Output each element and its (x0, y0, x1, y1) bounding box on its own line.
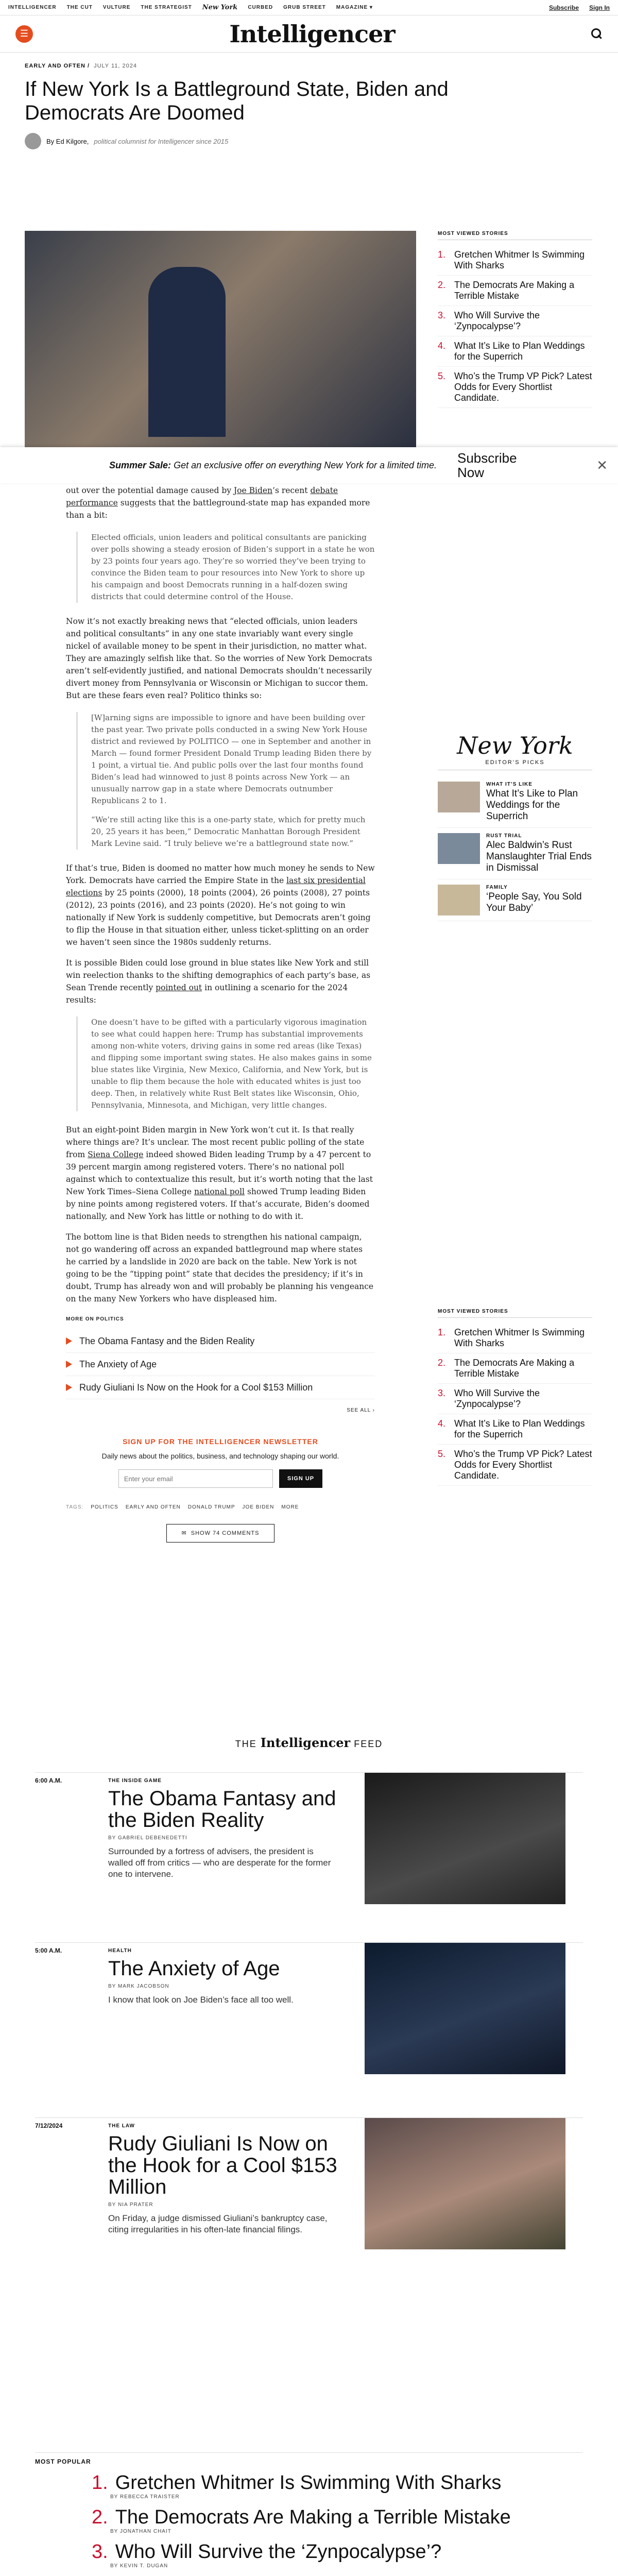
site-logo[interactable]: Intelligencer (229, 20, 395, 48)
item-headline: The Democrats Are Making a Terrible Mistake (115, 2506, 511, 2528)
thumbnail-image (438, 782, 480, 812)
editors-pick-item[interactable] (438, 776, 592, 828)
nav-magazine[interactable] (336, 5, 373, 10)
more-on-politics (66, 1313, 375, 1417)
block-quote (76, 1016, 375, 1111)
subscription-banner (0, 447, 618, 483)
article-rubric: EARLY AND OFTEN / JULY 11, 2024 (25, 63, 138, 69)
feed-headline: Rudy Giuliani Is Now on the Hook for a Cool $153 Million (108, 2132, 337, 2198)
link-siena-college[interactable]: Siena College (88, 1150, 144, 1159)
body-paragraph: Now it’s not exactly breaking news that “elected officials, union leaders and political consultants” in any one state invariably want every single nickel of available money to be spent in their jurisdiction, no matter what. They are amazingly selfish like that. So the worries of New York Democrats aren’t self-evidently justified, and national Democrats shouldn’t necessarily divert money from Pennsylvania or Wisconsin or Michigan to succor them. But are these fears even real? Politico thinks so: (66, 617, 372, 700)
menu-button[interactable] (15, 25, 33, 43)
body-paragraph: out over the potential damage caused by Joe Biden’s recent debate performance suggests that the battleground-state map has expanded more than a bit: (66, 486, 370, 520)
most-viewed-item[interactable] (438, 1445, 592, 1486)
most-viewed-item[interactable] (438, 336, 592, 367)
feed-byline: BY GABRIEL DEBENEDETTI (108, 1835, 187, 1841)
item-number: 3. (92, 2541, 108, 2563)
feed-byline: BY NIA PRATER (108, 2202, 153, 2208)
thumbnail-image (438, 885, 480, 916)
thumbnail-image (438, 833, 480, 864)
most-viewed-sidebar (438, 231, 592, 408)
body-paragraph: It is possible Biden could lose ground in blue states like New York and still win reelection thanks to the shifting demographics of each party’s base, as Sean Trende recently pointed out in outlining a scenario for the 2024 results: (66, 958, 371, 1005)
item-number: 2. (438, 1358, 446, 1368)
more-on-item[interactable] (66, 1376, 375, 1399)
item-number: 4. (438, 341, 446, 351)
pick-headline: Alec Baldwin’s Rust Manslaughter Trial Ends in Dismissal (486, 840, 592, 873)
item-headline: Gretchen Whitmer Is Swimming With Sharks (115, 2472, 502, 2494)
comment-icon: ✉ (181, 1530, 187, 1536)
feed-image (365, 2118, 565, 2249)
newsletter-desc: Daily news about the politics, business, and technology shaping our world. (101, 1452, 339, 1460)
feed-the: THE (235, 1739, 257, 1749)
feed-title (0, 1735, 618, 1750)
author-avatar (25, 133, 41, 149)
most-viewed-item[interactable] (438, 367, 592, 408)
feed-time: 7/12/2024 (35, 2122, 63, 2129)
feed-rubric: THE INSIDE GAME (108, 1778, 162, 1784)
play-icon (66, 1384, 72, 1391)
nav-grub-street[interactable]: GRUB STREET (283, 5, 326, 10)
link-last-six-elections[interactable]: last six presidential elections (66, 876, 366, 897)
link-pointed-out[interactable]: pointed out (156, 983, 202, 992)
most-popular-item[interactable] (92, 2472, 583, 2500)
most-viewed-title: MOST VIEWED STORIES (438, 231, 592, 240)
quote-text: One doesn’t have to be gifted with a particularly vigorous imagination to see what could happen here: Trump has substantial improvements among non-white voters, driving gains in some red areas (like Texas) and flipping some important swing states. He also makes gains in some blue states like Virginia, New Mexico, California, and New York, but is unable to flip them because the hole with educated whites is just too deep. Then, in relatively white Rust Belt states like Wisconsin, Ohio, Pennsylvania, Minnesota, and Michigan, very little changes. (91, 1018, 372, 1110)
hamburger-icon: ☰ (20, 28, 29, 39)
item-number: 1. (438, 249, 446, 260)
promo-text: Get an exclusive offer on everything New York for a limited time. (174, 460, 437, 470)
newsletter-form (66, 1469, 375, 1488)
article-date: JULY 11, 2024 (94, 63, 138, 69)
tag-link[interactable]: EARLY AND OFTEN (125, 1504, 181, 1510)
signin-link[interactable]: Sign In (589, 4, 610, 11)
site-header (0, 15, 618, 53)
nav-nymag[interactable]: New York (202, 4, 238, 11)
nav-curbed[interactable]: CURBED (248, 5, 273, 10)
see-all-link[interactable] (66, 1404, 375, 1417)
item-byline: BY REBECCA TRAISTER (110, 2494, 180, 2500)
signup-button[interactable]: SIGN UP (279, 1469, 322, 1488)
article-headline: If New York Is a Battleground State, Biden and Democrats Are Doomed (25, 78, 449, 124)
more-on-item[interactable] (66, 1353, 375, 1376)
editors-pick-item[interactable] (438, 879, 592, 921)
close-icon[interactable]: ✕ (596, 457, 608, 473)
play-icon (66, 1361, 72, 1368)
feed-time: 6:00 A.M. (35, 1777, 62, 1784)
author-role: political columnist for Intelligencer since 2015 (94, 137, 229, 145)
item-headline: The Democrats Are Making a Terrible Mistake (454, 280, 575, 301)
tag-link[interactable]: POLITICS (91, 1504, 118, 1510)
item-number: 3. (438, 1388, 446, 1398)
article-header (0, 53, 618, 149)
most-viewed-title: MOST VIEWED STORIES (438, 1309, 592, 1318)
nav-the-strategist[interactable]: THE STRATEGIST (141, 5, 192, 10)
item-byline: BY KEVIN T. DUGAN (110, 2563, 168, 2569)
most-viewed-item[interactable] (438, 276, 592, 306)
feed-image (365, 1943, 565, 2074)
arrow-right-icon: › (372, 1408, 375, 1413)
body-paragraph: If that’s true, Biden is doomed no matter how much money he sends to New York. Democrats have carried the Empire State in the last six presidential elections by 25 points (2000), 18 points (2004), 26 points (2008), 27 points (2012), 23 points (2016), and 23 points (2020). He’s not going to win nationally if New York is suddenly competitive, but Democrats aren’t going to flip the House in that situation either, unless ticket-splitting on an order we haven’t seen since the 1980s suddenly returns. (66, 863, 375, 947)
link-debate-performance[interactable]: debate performance (66, 486, 338, 507)
pick-headline: ‘People Say, You Sold Your Baby’ (486, 891, 582, 913)
tag-link[interactable]: JOE BIDEN (242, 1504, 274, 1510)
rubric-label[interactable]: EARLY AND OFTEN (25, 63, 85, 69)
most-viewed-item[interactable] (438, 245, 592, 276)
most-viewed-item[interactable] (438, 1353, 592, 1384)
item-headline: Gretchen Whitmer Is Swimming With Sharks (454, 249, 585, 270)
item-number: 5. (438, 1449, 446, 1459)
most-viewed-item[interactable] (438, 1384, 592, 1414)
most-viewed-item[interactable] (438, 1323, 592, 1353)
item-number: 5. (438, 371, 446, 381)
editors-pick-item[interactable] (438, 828, 592, 879)
feed-dek: On Friday, a judge dismissed Giuliani’s bankruptcy case, citing irregularities in his often-late financial filings. (108, 2213, 328, 2234)
most-popular-title: MOST POPULAR (35, 2458, 91, 2465)
more-on-headline: The Obama Fantasy and the Biden Reality (79, 1336, 255, 1346)
feed-byline: BY MARK JACOBSON (108, 1984, 169, 1989)
site-links (8, 4, 549, 11)
item-number: 2. (438, 280, 446, 290)
body-paragraph: The bottom line is that Biden needs to strengthen his national campaign, not go wandering off across an expanded battleground map where states he carried by a landslide in 2020 are back on the table. New York is not going to be the “tipping point” state that decides the presidency; if it’s in doubt, Trump has already won and will probably be planning his vengeance on the many New Yorkers who have displeased him. (66, 1232, 374, 1303)
item-headline: What It’s Like to Plan Weddings for the Superrich (454, 1418, 585, 1439)
tags-row (66, 1501, 375, 1514)
feed-rubric: THE LAW (108, 2123, 135, 2129)
most-viewed-item[interactable] (438, 1414, 592, 1445)
see-all-label: SEE ALL (347, 1408, 371, 1413)
quote-text: [W]arning signs are impossible to ignore and have been building over the past year. Two private polls conducted in a swing New York House district and reviewed by POLITICO — one in September and another in March — found former President Donald Trump leading Biden there by 1 point, a virtual tie. And public polls over the last four months found Biden’s lead had winnowed to just 8 points across New York — an unusually narrow gap in a state where Democrats outnumber Republicans 2 to 1. (91, 713, 372, 805)
feed-dek: Surrounded by a fortress of advisers, the president is walled off from critics — who are desperate for the former one to intervene. (108, 1846, 331, 1879)
feed-rubric: HEALTH (108, 1948, 132, 1954)
hero-image (25, 231, 416, 447)
feed-headline: The Anxiety of Age (108, 1957, 280, 1980)
most-viewed-sidebar-2 (438, 1309, 592, 1486)
promo-message (109, 460, 437, 471)
nav-intelligencer[interactable]: INTELLIGENCER (8, 5, 57, 10)
nav-vulture[interactable]: VULTURE (102, 5, 131, 10)
article-body (66, 484, 375, 1543)
feed-logo: Intelligencer (260, 1735, 351, 1750)
comments-label: SHOW 74 COMMENTS (191, 1530, 260, 1536)
tag-link[interactable]: DONALD TRUMP (187, 1504, 235, 1510)
newsletter-title: SIGN UP FOR THE INTELLIGENCER NEWSLETTER (123, 1437, 318, 1446)
pick-rubric: RUST TRIAL (486, 833, 522, 839)
pick-rubric: FAMILY (486, 885, 508, 890)
show-comments-button[interactable] (166, 1524, 274, 1543)
feed-time: 5:00 A.M. (35, 1947, 62, 1954)
item-headline: Who Will Survive the ‘Zynpocalypse’? (115, 2541, 442, 2563)
feed-headline: The Obama Fantasy and the Biden Reality (108, 1787, 336, 1832)
most-popular (35, 2452, 583, 2576)
nav-the-cut[interactable]: THE CUT (66, 5, 93, 10)
feed-dek: I know that look on Joe Biden’s face all too well. (108, 1995, 294, 2005)
more-on-headline: The Anxiety of Age (79, 1359, 157, 1369)
quote-text: Elected officials, union leaders and political consultants are panicking over polls showing a steady erosion of Biden’s support in a state he won by 23 points four years ago. They’re so worried they’ve been trying to convince the Biden team to pour resources into New York to shore up his campaign and boost Democrats running in a half-dozen swing districts that could determine control of the House. (91, 533, 375, 601)
tags-label: TAGS: (66, 1504, 84, 1510)
item-headline: Who’s the Trump VP Pick? Latest Odds for Every Shortlist Candidate. (454, 371, 592, 403)
link-national-poll[interactable]: national poll (194, 1187, 245, 1196)
newsletter-signup (66, 1435, 375, 1488)
item-headline: Who Will Survive the ‘Zynpocalypse’? (454, 310, 540, 331)
promo-bold: Summer Sale: (109, 460, 171, 470)
author-name[interactable]: By Ed Kilgore, (46, 137, 89, 145)
item-headline: Gretchen Whitmer Is Swimming With Sharks (454, 1327, 585, 1348)
item-headline: The Democrats Are Making a Terrible Mistake (454, 1358, 575, 1379)
item-number: 1. (438, 1327, 446, 1337)
more-on-headline: Rudy Giuliani Is Now on the Hook for a Cool $153 Million (79, 1382, 313, 1393)
block-quote (76, 712, 375, 850)
pick-headline: What It’s Like to Plan Weddings for the Superrich (486, 788, 578, 822)
pick-rubric: WHAT IT’S LIKE (486, 782, 533, 787)
chevron-down-icon: ▾ (369, 5, 373, 10)
email-input[interactable] (118, 1469, 273, 1488)
item-number: 2. (92, 2506, 108, 2528)
promo-subscribe-button[interactable]: Subscribe Now (457, 450, 517, 480)
nymag-logo: New York (457, 732, 573, 759)
nav-magazine-label: MAGAZINE (336, 5, 368, 10)
editors-picks (438, 732, 592, 921)
top-nav (0, 0, 618, 15)
link-joe-biden[interactable]: Joe Biden (233, 486, 273, 495)
feed-item[interactable] (35, 2117, 583, 2272)
block-quote (76, 532, 375, 603)
search-icon[interactable] (591, 28, 603, 40)
byline (25, 133, 593, 149)
feed-item[interactable] (35, 1942, 583, 2097)
item-number: 4. (438, 1418, 446, 1429)
item-number: 3. (438, 310, 446, 320)
most-popular-item[interactable] (92, 2541, 583, 2569)
item-headline: Who Will Survive the ‘Zynpocalypse’? (454, 1388, 540, 1409)
feed-item[interactable] (35, 1772, 583, 1927)
quote-text: “We’re still acting like this is a one-party state, which for pretty much 20, 25 years it has been,” Democratic Manhattan Borough President Mark Levine said. “I truly believe we’re a battleground state now.” (91, 815, 366, 848)
item-headline: Who’s the Trump VP Pick? Latest Odds for Every Shortlist Candidate. (454, 1449, 592, 1481)
feed-word: FEED (354, 1739, 383, 1749)
more-on-label: MORE ON POLITICS (66, 1316, 124, 1322)
tag-link[interactable]: MORE (281, 1504, 299, 1510)
feed-image (365, 1773, 565, 1904)
item-number: 1. (92, 2472, 108, 2494)
play-icon (66, 1337, 72, 1345)
subscribe-link[interactable]: Subscribe (548, 4, 579, 11)
more-on-item[interactable] (66, 1330, 375, 1353)
item-byline: BY JONATHAN CHAIT (110, 2529, 171, 2534)
most-popular-item[interactable] (92, 2507, 583, 2534)
item-headline: What It’s Like to Plan Weddings for the Superrich (454, 341, 585, 362)
most-viewed-item[interactable] (438, 306, 592, 336)
editors-picks-title: EDITOR’S PICKS (438, 759, 592, 770)
body-paragraph: But an eight-point Biden margin in New York won’t cut it. Is that really where things are? It’s unclear. The most recent public polling of the state from Siena College indeed showed Biden leading Trump by a 47 percent to 39 percent margin among registered voters. There’s no national poll against which to contextualize this result, but it’s worth noting that the last New York Times–Siena College national poll showed Trump leading Biden by nine points among registered voters. If that’s accurate, Biden’s doomed nationally, and New York has little or nothing to do with it. (66, 1125, 373, 1221)
